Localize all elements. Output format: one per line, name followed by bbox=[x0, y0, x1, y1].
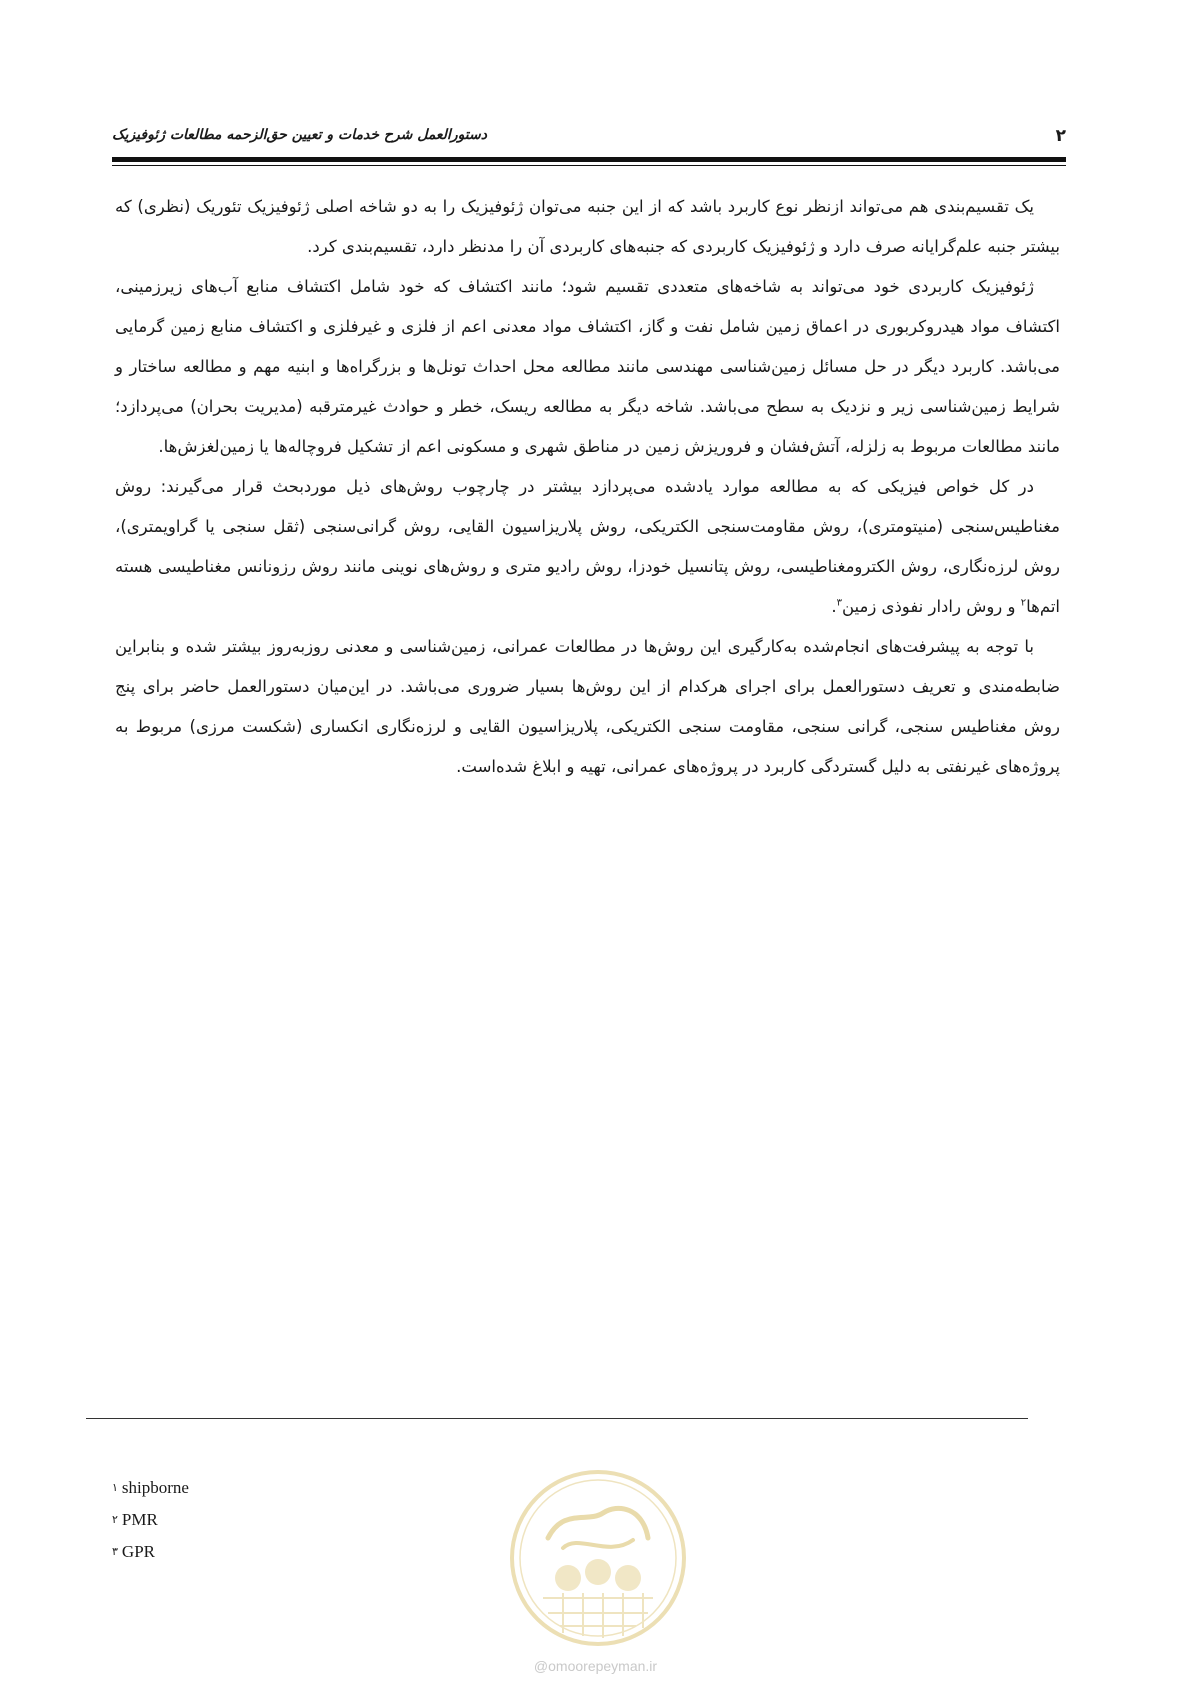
footnote-text: PMR bbox=[121, 1510, 158, 1529]
footnote-2 bbox=[112, 1504, 189, 1536]
page-header bbox=[112, 126, 1066, 148]
footnote-number: ۳ bbox=[112, 1546, 118, 1558]
watermark-logo bbox=[508, 1468, 688, 1648]
footnote-text: shipborne bbox=[121, 1478, 189, 1497]
footnotes bbox=[112, 1472, 189, 1568]
page-number: ۲ bbox=[1055, 126, 1066, 146]
footnote-separator bbox=[86, 1418, 1028, 1419]
running-title: دستورالعمل شرح خدمات و تعیین حق‌الزحمه مطالعات ژئوفیزیک bbox=[112, 127, 487, 143]
paragraph-1: یک تقسیم‌بندی هم می‌تواند ازنظر نوع کاربرد باشد که از این جنبه می‌توان ژئوفیزیک را به دو شاخه اصلی ژئوفیزیک تئوریک (نظری) که بیشتر جنبه علم‌گرایانه صرف دارد و ژئوفیزیک کاربردی که جنبه‌های کاربردی آن را مدنظر دارد، تقسیم‌بندی کرد. bbox=[115, 197, 1060, 256]
paragraph-3-end: . bbox=[831, 597, 837, 616]
footnote-number: ۲ bbox=[112, 1514, 118, 1526]
footnote-3 bbox=[112, 1536, 189, 1568]
footnote-text: GPR bbox=[121, 1542, 155, 1561]
footnote-ref-2[interactable]: ۲ bbox=[1020, 597, 1027, 609]
footnote-number: ۱ bbox=[112, 1482, 118, 1494]
header-rule-thin bbox=[112, 165, 1066, 166]
body-text bbox=[115, 187, 1060, 787]
paragraph-3 bbox=[115, 467, 1060, 627]
footnote-ref-3[interactable]: ۳ bbox=[836, 597, 842, 609]
paragraph-2: ژئوفیزیک کاربردی خود می‌تواند به شاخه‌های متعددی تقسیم شود؛ مانند اکتشاف که خود شامل اکتشاف منابع آب‌های زیرزمینی، اکتشاف مواد هیدروکربوری در اعماق زمین شامل نفت و گاز، اکتشاف مواد معدنی اعم از فلزی و غیرفلزی و اکتشاف منابع زمین گرمایی می‌باشد. کاربرد دیگر در حل مسائل زمین‌شناسی مهندسی مانند مطالعه محل احداث تونل‌ها و بزرگراه‌ها و ابنیه مهم و مطالعه ساختار و شرایط زمین‌شناسی زیر و نزدیک به سطح می‌باشد. شاخه دیگر به مطالعه ریسک، خطر و حوادث غیرمترقبه (مدیریت بحران) می‌پردازد؛ مانند مطالعات مربوط به زلزله، آتش‌فشان و فروریزش زمین در مناطق شهری و مسکونی اعم از تشکیل فروچاله‌ها یا زمین‌لغزش‌ها. bbox=[115, 277, 1060, 456]
paragraph-3-middle: و روش رادار نفوذی زمین bbox=[841, 597, 1021, 616]
paragraph-3-text: در کل خواص فیزیکی که به مطالعه موارد یادشده می‌پردازد بیشتر در چارچوب روش‌های ذیل موردبحث قرار می‌گیرند: روش مغناطیس‌سنجی (منیتومتری)، روش مقاومت‌سنجی الکتریکی، روش پلاریزاسیون القایی، روش گرانی‌سنجی (ثقل سنجی یا گراویمتری)، روش لرزه‌نگاری، روش الکترومغناطیسی، روش پتانسیل خودزا، روش رادیو متری و روش‌های نوینی مانند روش رزونانس مغناطیسی هسته اتم‌ها bbox=[115, 477, 1060, 616]
paragraph-4: با توجه به پیشرفت‌های انجام‌شده به‌کارگیری این روش‌ها در مطالعات عمرانی، زمین‌شناسی و معدنی روزبه‌روز بیشتر شده و بنابراین ضابطه‌مندی و تعریف دستورالعمل برای اجرای هرکدام از این روش‌ها بسیار ضروری می‌باشد. در این‌میان دستورالعمل حاضر برای پنج روش مغناطیس سنجی، گرانی سنجی، مقاومت سنجی الکتریکی، پلاریزاسیون القایی و لرزه‌نگاری انکساری (شکست مرزی) مربوط به پروژه‌های غیرنفتی به دلیل گستردگی کاربرد در پروژه‌های عمرانی، تهیه و ابلاغ شده‌است. bbox=[115, 637, 1060, 776]
footnote-1 bbox=[112, 1472, 189, 1504]
header-rule-thick bbox=[112, 157, 1066, 162]
watermark-url: @omoorepeyman.ir bbox=[533, 1658, 658, 1674]
